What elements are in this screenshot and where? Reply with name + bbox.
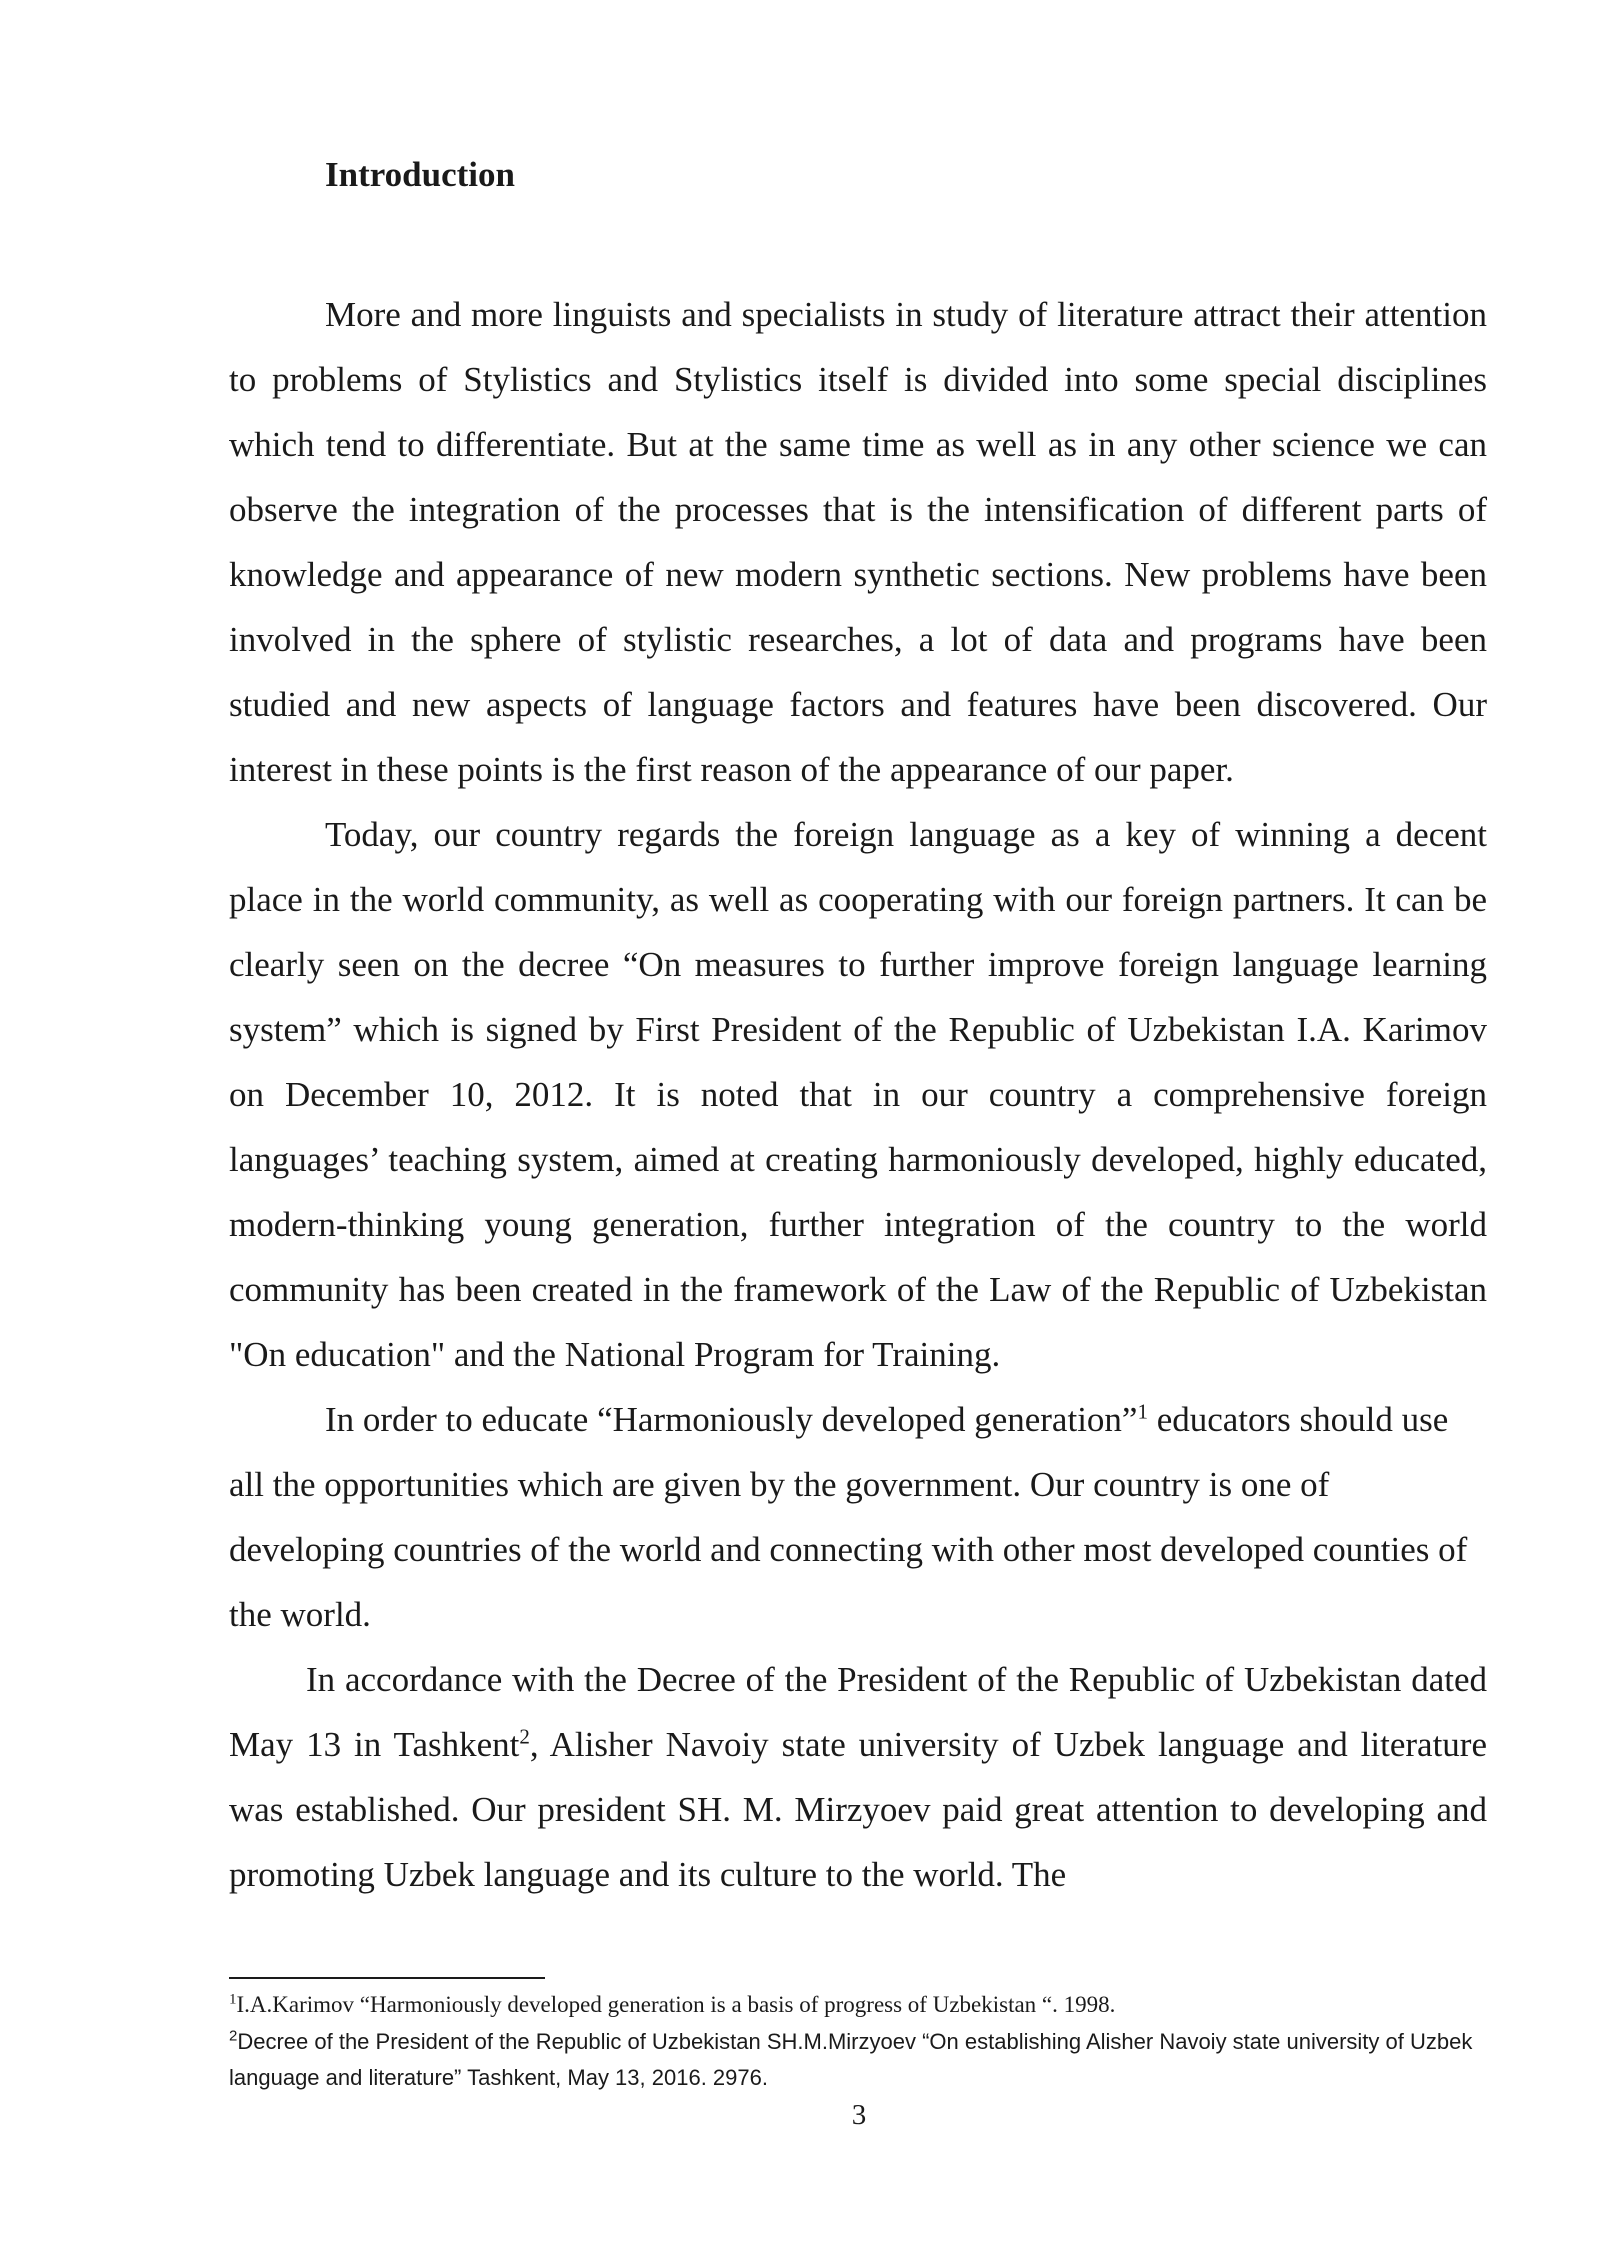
footnote-2 xyxy=(229,2024,1487,2096)
section-heading: Introduction xyxy=(325,155,515,194)
paragraph-4-text-end: , Alisher Navoiy state university of Uzbek language and literature was established. Our president SH. M. Mirzyoev paid great attention to developing and promoting Uzbek language and its culture to the world. The xyxy=(229,1725,1487,1894)
paragraph-3-text-end: educators should use all the opportunities which are given by the government. Our country is one of developing countries of the world and connecting with other most developed counties of the world. xyxy=(229,1400,1468,1634)
footnote-1 xyxy=(229,1988,1487,2022)
footnotes xyxy=(229,1988,1487,2096)
paragraph-1: More and more linguists and specialists in study of literature attract their attention to problems of Stylistics and Stylistics itself is divided into some special disciplines which tend to differentiate. But at the same time as well as in any other science we can observe the integration of the processes that is the intensification of different parts of knowledge and appearance of new modern synthetic sections. New problems have been involved in the sphere of stylistic researches, a lot of data and programs have been studied and new aspects of language factors and features have been discovered. Our interest in these points is the first reason of the appearance of our paper. xyxy=(229,295,1487,789)
paragraph-2: Today, our country regards the foreign language as a key of winning a decent place in the world community, as well as cooperating with our foreign partners. It can be clearly seen on the decree “On measures to further improve foreign language learning system” which is signed by First President of the Republic of Uzbekistan I.A. Karimov on December 10, 2012. It is noted that in our country a comprehensive foreign languages’ teaching system, aimed at creating harmoniously developed, highly educated, modern-thinking young generation, further integration of the country to the world community has been created in the framework of the Law of the Republic of Uzbekistan "On education" and the National Program for Training. xyxy=(229,815,1487,1374)
footnote-ref-1[interactable]: 1 xyxy=(1137,1399,1148,1424)
page-number: 3 xyxy=(851,2099,867,2131)
paragraph-4-text-start: In accordance with the Decree of the President of the Republic of Uzbekistan dated May 13 in Tashkent xyxy=(229,1660,1487,1764)
paragraph-3 xyxy=(229,1387,1489,1647)
footnote-2-text: Decree of the President of the Republic of Uzbekistan SH.M.Mirzyoev “On establishing Alisher Navoiy state university of Uzbek language and literature” Tashkent, May 13, 2016. 2976. xyxy=(229,2029,1473,2090)
footnote-1-text: I.A.Karimov “Harmoniously developed generation is a basis of progress of Uzbekistan “. 1998. xyxy=(236,1992,1116,2017)
footnote-ref-2[interactable]: 2 xyxy=(519,1724,530,1749)
footnote-1-mark: 1 xyxy=(229,1991,237,2008)
paragraph-4 xyxy=(229,1647,1487,1907)
body-text xyxy=(229,282,1487,1907)
footnote-2-mark: 2 xyxy=(229,2027,238,2045)
paragraph-3-text-start: In order to educate “Harmoniously developed generation” xyxy=(325,1400,1138,1439)
footnote-separator xyxy=(229,1977,545,1979)
